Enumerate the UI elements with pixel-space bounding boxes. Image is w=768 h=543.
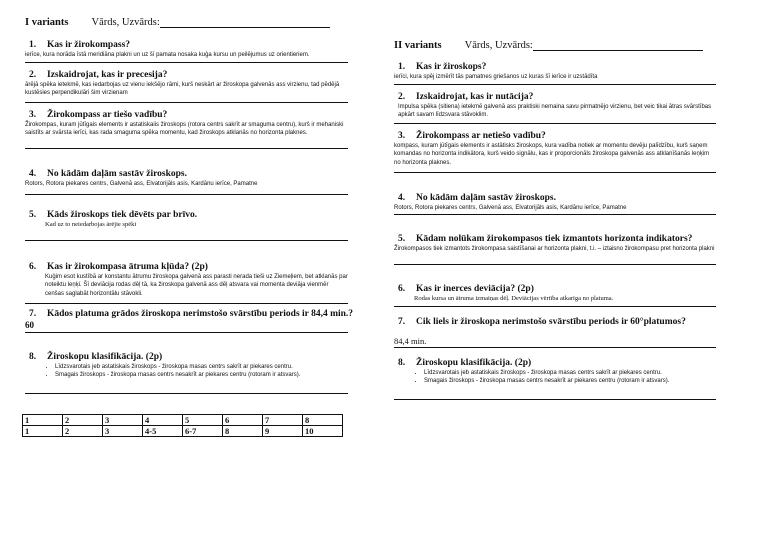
table-cell: 3 (103, 426, 143, 437)
divider (394, 347, 716, 348)
variant-1-header (25, 17, 330, 28)
list-item: • Līdzsvarotais jeb astatiskais žiroskops - žiroskopa masas centrs sakrīt ar piekares centru. (55, 363, 348, 371)
table-row (23, 426, 343, 437)
divider (394, 214, 716, 215)
table-row (23, 415, 343, 426)
question-title: Izskaidrojat, kas ir nutācija? (416, 92, 534, 102)
divider (25, 303, 348, 304)
variant-2-title: II variants (394, 40, 442, 51)
name-field-line[interactable] (533, 50, 703, 51)
classification-list (25, 363, 348, 380)
answer-text: Impulsa spēka (sitiena) ietekmē galvenā ass praktiski nemaina savu pirmatnējo virzienu, bet veic tikai ātras svārstības apkārt savam līdzsvara stāvoklim. (398, 104, 712, 119)
divider (25, 148, 348, 149)
divider (25, 332, 348, 333)
question-title: Kāds žiroskops tiek dēvēts par brīvo. (47, 210, 198, 220)
table-cell: 1 (23, 415, 63, 426)
divider (25, 240, 348, 241)
table-cell: 2 (63, 426, 103, 437)
grade-table (22, 414, 343, 437)
divider (394, 399, 716, 400)
answer-text: Kuģim esot kustībā ar konstantu ātrumu žiroskopa galvenā ass parasti nerada tieši uz Ziemeļiem, bet atklanās par noteiktu leņķi. Šī deviācija rodas dēļ tā, ka žiroskopa galvenā ass dēļ atsvara vai momenta deviāja vienmēr cenšas saglabāt horizontālu stāvokli. (45, 274, 348, 297)
question-title: Žiroskopu klasifikācija. (2p) (47, 352, 163, 362)
table-cell: 4 (143, 415, 183, 426)
question-title: Kādam nolūkam žirokompasos tiek izmantots horizonta indikators? (416, 234, 693, 244)
question-8: 8. Žiroskopu klasifikācija. (2p) • Līdzsvarotais jeb astatiskais žiroskops - žiroskopa masas centrs sakrīt ar piekares centru. • Smagais žiroskops - žiroskopa masas centrs nesakrīt ar piekares centru (rotoram ir atsvars). (394, 358, 716, 386)
variant-2-header (394, 40, 703, 51)
question-title: Žiroskopu klasifikācija. (2p) (416, 358, 532, 368)
name-field-line[interactable] (160, 27, 330, 28)
name-label: Vārds, Uzvārds: (91, 17, 160, 28)
answer-text: Žirokompasos tiek izmantots žirokompasa saistīšanai ar horizonta plakni, t.i. – iztaisno žirokompasu pret horizonta plakni (394, 246, 715, 252)
question-title: Žirokompass ar netiešo vadību? (416, 131, 546, 141)
table-cell: 8 (223, 426, 263, 437)
variant-1-title: I variants (25, 17, 69, 28)
question-title: No kādām daļām sastāv žiroskops. (47, 169, 187, 179)
question-6: 6. Kas ir inerces deviācija? (2p) Rodas kursa un ātruma izmaiņas dēļ. Deviācijas vērtība atkarīga no platuma. (394, 284, 716, 303)
question-title: Kas ir žirokompass? (47, 40, 131, 50)
table-cell: 6 (223, 415, 263, 426)
answer-text: ārējā spēka ietekmē, kas iedarbojas uz vienu iekšējo rāmi, kurš neskārt ar žiroskopa galvenās ass virzienu, tad pēdējā kustēsies perpendikulāri šim virzienam (25, 82, 340, 97)
divider (394, 84, 716, 85)
question-title: Kas ir inerces deviācija? (2p) (416, 284, 534, 294)
table-cell: 5 (183, 415, 223, 426)
question-title: Kas ir žirokompasa ātruma kļūda? (2p) (47, 262, 208, 272)
question-5: 5. Kādam nolūkam žirokompasos tiek izmantots horizonta indikators? Žirokompasos tiek izmantots žirokompasa saistīšanai ar horizonta plakni, t.i. – iztaisno žirokompasu pret horizonta plakni (394, 234, 715, 252)
question-title: No kādām daļām sastāv žiroskops. (416, 193, 556, 203)
question-title: Cik liels ir žiroskopa nerimstošo svārstību periods ir 60°platumos? (416, 317, 686, 327)
question-5: 5. Kāds žiroskops tiek dēvēts par brīvo. Kad uz to neiedarbojas ārējie spēki (25, 210, 348, 229)
name-label: Vārds, Uzvārds: (464, 40, 533, 51)
divider (394, 306, 716, 307)
answer-text: Rotors, Rotora piekares centrs, Galvenā ass, Elvatorijāls asis, Kardānu ierīce, Pamatne (25, 181, 258, 187)
classification-list (394, 369, 716, 386)
question-title: Žirokompass ar tiešo vadību? (47, 110, 168, 120)
question-3: 3. Žirokompass ar tiešo vadību? Žirokompas, kuram jūtīgais elements ir astatiskaiis žiroskops (rotora centrs sakrīt ar smaguma centru), kurš ir mehaniski saistīts ar svārsta ierīci, kas rada smaguma spēka momentu, kad žiroskops atklanās no horizonta plaknes. (25, 110, 348, 138)
divider (25, 102, 348, 103)
question-4: 4. No kādām daļām sastāv žiroskops. Rotors, Rotora piekares centrs, Galvenā ass, Elvatorijāls asis, Kardānu ierīce, Pamatne (25, 169, 348, 188)
question-7: 7. Cik liels ir žiroskopa nerimstošo svārstību periods ir 60°platumos? (398, 317, 686, 327)
table-cell: 3 (103, 415, 143, 426)
answer-text: ierīci, kura spēj izmērīt tās pamatnes griešanos uz kuras šī ierīce ir uzstādīta (394, 74, 598, 80)
list-item: • Līdzsvarotais jeb astatiskais žiroskops - žiroskopa masas centrs sakrīt ar piekares centru. (424, 369, 716, 377)
table-cell: 6-7 (183, 426, 223, 437)
question-1: 1. Kas ir žiroskops? ierīci, kura spēj izmērīt tās pamatnes griešanos uz kuras šī ierīce ir uzstādīta (394, 62, 716, 81)
divider (25, 194, 348, 195)
divider (394, 172, 716, 173)
question-title: Kas ir žiroskops? (416, 62, 487, 72)
answer-text: Žirokompas, kuram jūtīgais elements ir astatiskaiis žiroskops (rotora centrs sakrīt ar smaguma centru), kurš ir mehaniski saistīts ar svārsta ierīci, kas rada smaguma spēka momentu, kad žiroskops atklanās no horizonta plaknes. (25, 122, 344, 137)
question-4: 4. No kādām daļām sastāv žiroskops. Rotors, Rotora piekares centrs, Galvenā ass, Elvatorijāls asis, Kardānu ierīce, Pamatne (394, 193, 716, 212)
question-6: 6. Kas ir žirokompasa ātruma kļūda? (2p) Kuģim esot kustībā ar konstantu ātrumu žiroskopa galvenā ass parasti nerada tieši uz Ziemeļiem, bet atklanās par noteiktu leņķi. Šī deviācija rodas dēļ tā, ka žiroskopa galvenā ass dēļ atsvara vai momenta deviāja vienmēr cenšas saglabāt horizontālu stāvokli. (25, 262, 348, 298)
question-3: 3. Žirokompass ar netiešo vadību? kompass, kuram jūtīgais elements ir astātisks žiroskops, kura vadība notiek ar momentu devēju palīdzību, kurš saņem komandas no horizonta indikātora, kurš veido signālu, kas ir proporcionāls žiroskopa galvenās ass atklanīšanās leņķim no horizonta plaknes. (394, 131, 716, 167)
table-cell: 7 (263, 415, 303, 426)
divider (25, 62, 348, 63)
table-cell: 4-5 (143, 426, 183, 437)
answer-text: Rodas kursa un ātruma izmaiņas dēļ. Deviācijas vērtība atkarīga no platuma. (414, 295, 614, 302)
question-title: Kādos platuma grādos žiroskopa nerimstošo svārstību periods ir 84,4 min.? (47, 309, 354, 319)
answer-text: Rotors, Rotora piekares centrs, Galvenā ass, Elvatorijāls asis, Kardānu ierīce, Pamatne (394, 205, 627, 211)
question-1: 1. Kas ir žirokompass? ierīce, kura norāda īstā meridiāna plakni un uz šī pamata nosaka kuģa kursu un peilējumus uz orientieriem. (25, 40, 348, 59)
question-title: Izskaidrojat, kas ir precesija? (47, 70, 168, 80)
table-cell: 8 (303, 415, 343, 426)
answer-value: 84,4 min. (394, 336, 427, 346)
question-2: 2. Izskaidrojat, kas ir precesija? ārējā spēka ietekmē, kas iedarbojas uz vienu iekšējo rāmi, kurš neskārt ar žiroskopa galvenās ass virzienu, tad pēdējā kustēsies perpendikulāri šim virzienam (25, 70, 348, 98)
divider (394, 123, 716, 124)
table-cell: 2 (63, 415, 103, 426)
answer-text: kompass, kuram jūtīgais elements ir astātisks žiroskops, kura vadība notiek ar momentu devēju palīdzību, kurš saņem komandas no horizonta indikātora, kurš veido signālu, kas ir proporcionāls žiroskopa galvenās ass atklanīšanās leņķim no horizonta plaknes. (394, 143, 710, 166)
answer-value: 60 (25, 320, 34, 330)
answer-text: ierīce, kura norāda īstā meridiāna plakni un uz šī pamata nosaka kuģa kursu un peilējumus uz orientieriem. (25, 52, 310, 58)
table-cell: 10 (303, 426, 343, 437)
list-item: • Smagais žiroskops - žiroskopa masas centrs nesakrīt ar piekares centru (rotoram ir atsvars). (55, 371, 348, 379)
answer-text: Kad uz to neiedarbojas ārējie spēki (45, 221, 137, 228)
list-item: • Smagais žiroskops - žiroskopa masas centrs nesakrīt ar piekares centru (rotoram ir atsvars). (424, 377, 716, 385)
divider (394, 264, 716, 265)
question-8: 8. Žiroskopu klasifikācija. (2p) • Līdzsvarotais jeb astatiskais žiroskops - žiroskopa masas centrs sakrīt ar piekares centru. • Smagais žiroskops - žiroskopa masas centrs nesakrīt ar piekares centru (rotoram ir atsvars). (25, 352, 348, 380)
divider (25, 393, 348, 394)
table-cell: 9 (263, 426, 303, 437)
question-2: 2. Izskaidrojat, kas ir nutācija? Impulsa spēka (sitiena) ietekmē galvenā ass praktiski nemaina savu pirmatnējo virzienu, bet veic tikai ātras svārstības apkārt savam līdzsvara stāvoklim. (394, 92, 716, 120)
question-7: 7. Kādos platuma grādos žiroskopa nerimstošo svārstību periods ir 84,4 min.? (29, 309, 354, 319)
table-cell: 1 (23, 426, 63, 437)
